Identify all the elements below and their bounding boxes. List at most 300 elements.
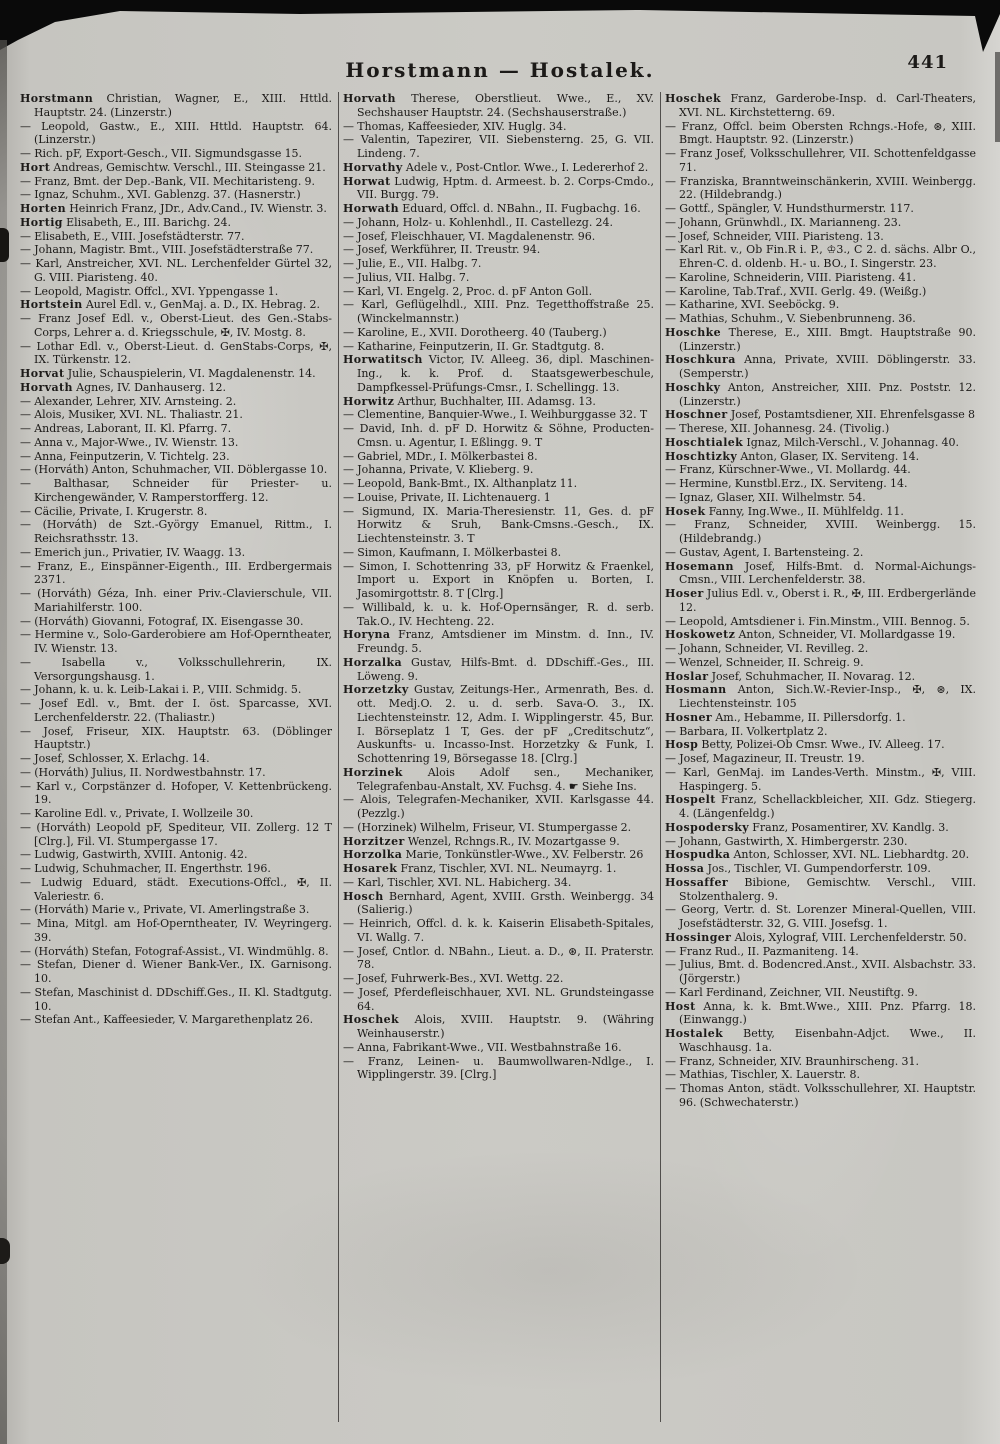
entry-headword: Horwatitsch [343,353,423,367]
directory-entry [20,780,332,808]
directory-entry [665,312,976,326]
entry-text: — Lothar Edl. v., Oberst-Lieut. d. GenStabs-Corps, ✠, IX. Türkenstr. 12. [20,339,332,367]
entry-headword: Hoschtialek [665,435,744,449]
directory-entry [343,216,654,230]
directory-entry [343,463,654,477]
entry-text: — (Horváth) Stefan, Fotograf-Assist., VI. Windmühlg. 8. [20,944,329,958]
directory-entry [20,587,332,615]
entry-headword: Hosemann [665,559,734,573]
directory-entry [665,546,976,560]
entry-text: — Gustav, Agent, I. Bartensteing. 2. [665,545,864,559]
directory-entry [665,408,976,422]
entry-headword: Hoskowetz [665,628,736,642]
directory-entry [20,848,332,862]
directory-entry [665,147,976,175]
entry-headword: Horvath [343,92,396,105]
entry-text: — Karoline, Tab.Traf., XVII. Gerlg. 49. (Weißg.) [665,284,927,298]
directory-entry [20,546,332,560]
entry-headword: Hoschkura [665,353,736,367]
directory-entry [20,697,332,725]
directory-entry [20,463,332,477]
entry-text: — (Horváth) Marie v., Private, VI. Amerlingstraße 3. [20,903,310,917]
directory-entry [343,862,654,876]
entry-headword: Hossaffer [665,875,729,889]
entry-text: Alois, Xylograf, VIII. Lerchenfelderstr. 50. [731,930,967,944]
entry-text: Franz, Tischler, XVI. NL. Neumayrg. 1. [397,862,617,875]
directory-entry [343,1013,654,1041]
entry-headword: Hossa [665,862,705,875]
directory-entry [343,243,654,257]
entry-text: Alois, XVIII. Hauptstr. 9. (Währing Weinhauserstr.) [357,1013,654,1040]
directory-entry [343,422,654,450]
entry-text: — Simon, Kaufmann, I. Mölkerbastei 8. [343,545,562,559]
directory-entry [343,917,654,945]
entry-text: Gustav, Zeitungs-Her., Armenrath, Bes. d. ott. Medj.O. 2. u. d. serb. Sava-O. 3., IX. Liechtensteinstr. 12, Adm. I. Wipplingerstr. 45, Bur. I. Börseplatz 1 T, Ges. der pF „Creditschutz“, Auskunfts- u. Incasso-Inst. Horzetzky & Funk, I. Schottenring 19, Börsegasse 18. [Clrg.] [357,683,654,765]
directory-entry [20,477,332,505]
entry-headword: Hosmann [665,683,727,697]
directory-entry [343,683,654,766]
directory-entry [665,848,976,862]
entry-text: — Clementine, Banquier-Wwe., I. Weihburggasse 32. T [343,408,648,422]
entry-headword: Hortstein [20,298,83,312]
entry-text: Franz, Posamentirer, XV. Kandlg. 3. [749,820,949,834]
entry-text: Franz, Schellackbleicher, XII. Gdz. Stiegerg. 4. (Längenfeldg.) [679,793,976,820]
directory-entry [20,367,332,381]
entry-text: Agnes, IV. Danhauserg. 12. [72,380,226,394]
directory-entry [343,835,654,849]
directory-entry [343,766,654,794]
entry-text: — Georg, Vertr. d. St. Lorenzer Mineral-Quellen, VIII. Josefstädterstr. 32, G. VIII. Josefsg. 1. [665,903,976,930]
entry-text: — Karl, Tischler, XVI. NL. Habicherg. 34. [343,875,572,889]
directory-entry [343,656,654,684]
entry-text: — Isabella v., Volksschullehrerin, IX. Versorgungshausg. 1. [20,655,332,683]
entry-text: — Rich. pF, Export-Gesch., VII. Sigmundsgasse 15. [20,147,303,160]
directory-entry [20,862,332,876]
directory-entry [343,945,654,973]
directory-entry [665,986,976,1000]
entry-headword: Horzinek [343,765,403,779]
entry-text: Josef, Hilfs-Bmt. d. Normal-Aichungs-Cmsn., VIII. Lerchenfelderstr. 38. [679,559,976,587]
entry-text: — Josef, Friseur, XIX. Hauptstr. 63. (Döblinger Hauptstr.) [20,724,332,752]
column-container [16,92,984,1422]
directory-entry [343,793,654,821]
entry-text: — Leopold, Magistr. Offcl., XVI. Yppengasse 1. [20,284,279,298]
entry-headword: Hospelt [665,793,716,807]
directory-entry [20,1013,332,1027]
directory-entry [665,422,976,436]
entry-text: — Franz, Kürschner-Wwe., VI. Mollardg. 44. [665,463,911,477]
entry-text: Bernhard, Agent, XVIII. Grsth. Weinbergg. 34 (Salierig.) [357,889,654,917]
directory-entry [343,202,654,216]
directory-entry [343,161,654,175]
directory-entry [665,202,976,216]
entry-headword: Hospudka [665,848,731,862]
entry-text: Betty, Eisenbahn-Adjct. Wwe., II. Waschhausg. 1a. [679,1027,976,1054]
directory-entry [665,285,976,299]
directory-entry [343,408,654,422]
entry-text: Wenzel, Rchngs.R., IV. Mozartgasse 9. [404,834,620,848]
directory-entry [665,587,976,615]
directory-entry [665,862,976,876]
entry-text: — Franz, Offcl. beim Obersten Rchngs.-Hofe, ⊛, XIII. Bmgt. Hauptstr. 92. (Linzerstr.) [665,119,976,147]
entry-headword: Horstmann [20,92,94,105]
scan-top-edge-artifact [0,0,1000,52]
entry-text: Therese, E., XIII. Bmgt. Hauptstraße 90. (Linzerstr.) [679,325,976,353]
directory-entry [343,491,654,505]
entry-text: — (Horváth) Géza, Inh. einer Priv.-Clavierschule, VII. Mariahilferstr. 100. [20,587,332,614]
entry-headword: Hoschky [665,380,721,394]
entry-text: — Julius, VII. Halbg. 7. [343,270,470,284]
entry-text: Josef, Schuhmacher, II. Novarag. 12. [708,669,916,683]
directory-entry [665,560,976,588]
entry-text: Marie, Tonkünstler-Wwe., XV. Felberstr. 26 [402,848,644,862]
directory-entry [343,92,654,120]
entry-text: — Josef, Fuhrwerk-Bes., XVI. Wettg. 22. [343,972,564,985]
directory-entry [665,518,976,546]
entry-headword: Hosek [665,504,706,518]
entry-text: Elisabeth, E., III. Barichg. 24. [62,215,231,229]
entry-text: — Stefan Ant., Kaffeesieder, V. Margarethenplatz 26. [20,1013,314,1027]
directory-entry [665,216,976,230]
directory-entry [20,958,332,986]
entry-text: — Heinrich, Offcl. d. k. k. Kaiserin Elisabeth-Spitales, VI. Wallg. 7. [343,917,654,944]
entry-text: — Karl, GenMaj. im Landes-Verth. Minstm., ✠, VIII. Haspingerg. 5. [665,765,976,793]
scan-blot-artifact [0,228,9,262]
entry-text: — Franz, E., Einspänner-Eigenth., III. Erdbergermais 2371. [20,559,332,587]
directory-entry [665,683,976,711]
directory-entry [665,615,976,629]
entry-text: Franz, Amtsdiener im Minstm. d. Inn., IV. Freundg. 5. [357,628,654,655]
directory-entry [20,807,332,821]
directory-entry [20,202,332,216]
entry-text: Julius Edl. v., Oberst i. R., ✠, III. Erdbergerlände 12. [679,587,976,614]
directory-entry [20,230,332,244]
entry-text: — (Horváth) Giovanni, Fotograf, IX. Eisengasse 30. [20,614,304,628]
scan-blot-artifact [0,1238,10,1264]
directory-entry [343,175,654,203]
directory-entry [343,1055,654,1083]
directory-entry [343,628,654,656]
directory-entry [665,230,976,244]
entry-text: Anton, Schlosser, XVI. NL. Liebhardtg. 20. [730,848,970,862]
entry-text: — Johann, Grünwhdl., IX. Marianneng. 23. [665,215,902,229]
entry-text: — Franz Rud., II. Pazmaniteng. 14. [665,944,859,958]
entry-text: Am., Hebamme, II. Pillersdorfg. 1. [712,710,906,724]
entry-text: — Alois, Telegrafen-Mechaniker, XVII. Karlsgasse 44. (Pezzlg.) [343,793,654,820]
entry-headword: Horzitzer [343,834,405,848]
entry-text: — (Horváth) Anton, Schuhmacher, VII. Döblergasse 10. [20,463,328,477]
directory-entry [665,835,976,849]
entry-text: — Barbara, II. Volkertplatz 2. [665,724,828,738]
entry-text: Anton, Sich.W.-Revier-Insp., ✠, ⊛, IX. Liechtensteinstr. 105 [679,683,976,710]
directory-entry [20,436,332,450]
entry-headword: Hospodersky [665,820,750,834]
entry-text: Aurel Edl. v., GenMaj. a. D., IX. Hebrag. 2. [82,298,320,312]
directory-entry [665,450,976,464]
directory-entry [665,505,976,519]
directory-entry [343,876,654,890]
entry-text: — Therese, XII. Johannesg. 24. (Tivolig.) [665,422,890,435]
directory-entry [20,408,332,422]
entry-text: — Anna v., Major-Wwe., IV. Wienstr. 13. [20,435,239,449]
directory-column-2 [338,92,660,1422]
entry-text: Jos., Tischler, VI. Gumpendorferstr. 109. [704,862,931,875]
entry-text: — Franz Josef Edl. v., Oberst-Lieut. des Gen.-Stabs-Corps, Lehrer a. d. Kriegsschule, ✠, IV. Mostg. 8. [20,312,332,339]
directory-entry [20,876,332,904]
entry-text: — (Horváth) Julius, II. Nordwestbahnstr. 17. [20,765,266,779]
directory-entry [20,505,332,519]
directory-entry [343,450,654,464]
entry-text: — Alois, Musiker, XVI. NL. Thaliastr. 21. [20,408,243,422]
entry-text: — Mathias, Schuhm., V. Siebenbrunneng. 36. [665,312,916,325]
directory-entry [20,147,332,161]
entry-text: — (Horváth) de Szt.-György Emanuel, Rittm., I. Reichsrathsstr. 13. [20,518,332,545]
directory-entry [665,670,976,684]
directory-entry [665,298,976,312]
directory-entry [20,257,332,285]
entry-text: — Franziska, Branntweinschänkerin, XVIII. Weinbergg. 22. (Hildebrandg.) [665,174,976,202]
entry-text: — Karoline, E., XVII. Dorotheerg. 40 (Tauberg.) [343,325,607,339]
directory-entry [20,766,332,780]
entry-headword: Horvathy [343,160,403,174]
entry-headword: Horvat [20,367,65,380]
entry-text: Andreas, Gemischtw. Verschl., III. Steingasse 21. [50,160,326,174]
directory-entry [665,642,976,656]
entry-headword: Horvath [20,380,73,394]
entry-text: — Thomas Anton, städt. Volksschullehrer, XI. Hauptstr. 96. (Schwechaterstr.) [665,1082,976,1109]
entry-text: — Gabriel, MDr., I. Mölkerbastei 8. [343,449,538,463]
directory-entry [665,1082,976,1110]
directory-entry [20,903,332,917]
entry-text: — Franz, Bmt. der Dep.-Bank, VII. Mechitaristeng. 9. [20,174,316,188]
entry-text: — Mina, Mitgl. am Hof-Operntheater, IV. Weyringerg. 39. [20,917,332,944]
directory-entry [665,243,976,271]
entry-text: Arthur, Buchhalter, III. Adamsg. 13. [394,394,596,408]
entry-text: — Leopold, Amtsdiener i. Fin.Minstm., VIII. Bennog. 5. [665,614,970,628]
entry-headword: Hoschek [343,1013,400,1027]
entry-text: Bibione, Gemischtw. Verschl., VIII. Stolzenthalerg. 9. [679,875,976,903]
entry-text: Ludwig, Hptm. d. Armeest. b. 2. Corps-Cmdo., VII. Burgg. 79. [357,174,654,202]
entry-text: — Franz, Leinen- u. Baumwollwaren-Ndlge., I. Wipplingerstr. 39. [Clrg.] [343,1054,654,1082]
directory-entry [20,450,332,464]
entry-text: Alois Adolf sen., Mechaniker, Telegrafenbau-Anstalt, XV. Fuchsg. 4. ☛ Siehe Ins. [357,765,654,793]
entry-headword: Hossinger [665,930,732,944]
directory-entry [343,120,654,134]
directory-entry [665,945,976,959]
directory-entry [20,92,332,120]
entry-headword: Hostalek [665,1027,724,1040]
directory-entry [665,1027,976,1055]
entry-headword: Horzalka [343,655,403,669]
entry-headword: Horzolka [343,848,403,862]
directory-entry [665,656,976,670]
directory-entry [20,120,332,148]
entry-text: — Wenzel, Schneider, II. Schreig. 9. [665,655,864,669]
entry-text: Anton, Glaser, IX. Serviteng. 14. [737,449,920,463]
entry-headword: Hoschtizky [665,449,738,463]
directory-entry [343,326,654,340]
entry-headword: Hoschke [665,325,722,339]
page-header [0,52,1000,88]
entry-text: — Stefan, Maschinist d. DDschiff.Ges., II. Kl. Stadtgutg. 10. [20,985,332,1013]
entry-text: — Ludwig Eduard, städt. Executions-Offcl., ✠, II. Valeriestr. 6. [20,875,332,903]
directory-entry [20,216,332,230]
entry-text: Gustav, Hilfs-Bmt. d. DDschiff.-Ges., III. Löweng. 9. [357,655,654,683]
entry-text: — Ludwig, Schuhmacher, II. Engerthstr. 196. [20,862,271,875]
entry-text: — Johann, Gastwirth, X. Himbergerstr. 230. [665,834,908,848]
entry-text: — Elisabeth, E., VIII. Josefstädterstr. 77. [20,229,245,243]
directory-entry [20,312,332,340]
entry-headword: Hort [20,160,51,174]
directory-entry [665,353,976,381]
entry-text: Fanny, Ing.Wwe., II. Mühlfeldg. 11. [705,504,904,518]
entry-text: Julie, Schauspielerin, VI. Magdalenenstr. 14. [64,367,316,380]
directory-column-1 [16,92,338,1422]
directory-entry [20,656,332,684]
entry-text: Anton, Schneider, VI. Mollardgasse 19. [735,628,956,642]
entry-headword: Hosch [343,889,384,903]
directory-entry [343,972,654,986]
directory-entry [665,876,976,904]
entry-headword: Hosp [665,738,699,752]
entry-text: Christian, Wagner, E., XIII. Httld. Hauptstr. 24. (Linzerstr.) [34,92,332,119]
entry-text: Anton, Anstreicher, XIII. Pnz. Poststr. 12. (Linzerstr.) [679,380,976,408]
entry-text: — Valentin, Tapezirer, VII. Siebensterng. 25, G. VII. Lindeng. 7. [343,133,654,160]
entry-text: — Sigmund, IX. Maria-Theresienstr. 11, Ges. d. pF Horwitz & Sruh, Bank-Cmsns.-Gesch., IX. Liechtensteinstr. 3. T [343,504,654,545]
directory-entry [343,395,654,409]
directory-entry [665,766,976,794]
entry-text: — Karoline Edl. v., Private, I. Wollzeile 30. [20,807,254,820]
entry-text: — Karl v., Corpstänzer d. Hofoper, V. Kettenbrückeng. 19. [20,779,332,807]
directory-entry [665,1055,976,1069]
entry-text: — Mathias, Tischler, X. Lauerstr. 8. [665,1068,860,1082]
directory-entry [665,175,976,203]
entry-headword: Horyna [343,628,391,642]
entry-headword: Horwath [343,202,400,215]
entry-text: — David, Inh. d. pF D. Horwitz & Söhne, Producten-Cmsn. u. Agentur, I. Eßlingg. 9. T [343,422,654,449]
directory-entry [343,821,654,835]
directory-entry [343,505,654,546]
entry-text: — Willibald, k. u. k. Hof-Opernsänger, R. d. serb. Tak.O., IV. Hechteng. 22. [343,600,654,628]
entry-text: — Emerich jun., Privatier, IV. Waagg. 13. [20,545,246,559]
directory-entry [20,285,332,299]
entry-text: — Hermine v., Solo-Garderobiere am Hof-Operntheater, IV. Wienstr. 13. [20,628,332,655]
directory-entry [343,848,654,862]
entry-text: — Leopold, Gastw., E., XIII. Httld. Hauptstr. 64. (Linzerstr.) [20,119,332,147]
directory-entry [20,683,332,697]
entry-text: Adele v., Post-Cntlor. Wwe., I. Ledererhof 2. [402,160,649,174]
entry-text: — Ignaz, Glaser, XII. Wilhelmstr. 54. [665,490,866,504]
entry-text: — Ludwig, Gastwirth, XVIII. Antonig. 42. [20,848,248,862]
directory-entry [665,477,976,491]
entry-text: — Johann, k. u. k. Leib-Lakai i. P., VIII. Schmidg. 5. [20,683,302,697]
directory-entry [343,340,654,354]
entry-text: — Karl Ferdinand, Zeichner, VII. Neustiftg. 9. [665,985,918,999]
entry-text: Anna, k. k. Bmt.Wwe., XIII. Pnz. Pfarrg. 18. (Einwangg.) [679,999,976,1027]
page-number: 441 [907,52,948,73]
entry-text: — (Horváth) Leopold pF, Spediteur, VII. Zollerg. 12 T [Clrg.], Fil. VI. Stumpergasse 17. [20,820,332,848]
directory-entry [20,725,332,753]
entry-headword: Horwat [343,174,391,188]
directory-entry [665,931,976,945]
entry-text: — Franz, Schneider, XVIII. Weinbergg. 15. (Hildebrandg.) [665,518,976,545]
entry-text: — Ignaz, Schuhm., XVI. Gablenzg. 37. (Hasnerstr.) [20,188,301,202]
entry-text: — Julius, Bmt. d. Bodencred.Anst., XVII. Alsbachstr. 33. (Jörgerstr.) [665,958,976,985]
entry-text: — Johann, Holz- u. Kohlenhdl., II. Castellezg. 24. [343,215,614,229]
entry-text: — (Horzinek) Wilhelm, Friseur, VI. Stumpergasse 2. [343,820,632,834]
directory-entry [20,518,332,546]
directory-entry [20,298,332,312]
directory-entry [343,271,654,285]
entry-text: — Simon, I. Schottenring 33, pF Horwitz & Fraenkel, Import u. Export in Knöpfen u. Borten, I. Jasomirgottstr. 8. T [Clrg.] [343,559,654,600]
directory-entry [343,353,654,394]
directory-entry [343,230,654,244]
directory-entry [665,711,976,725]
entry-headword: Hosarek [343,862,398,875]
entry-text: Ignaz, Milch-Verschl., V. Johannag. 40. [743,435,960,449]
directory-entry [665,381,976,409]
entry-text: — Karl Rit. v., Ob Fin.R i. P., ♔3., C 2. d. sächs. Albr O., Ehren-C. d. oldenb. H.- u. BO., I. Singerstr. 23. [665,243,976,270]
directory-column-3 [660,92,982,1422]
entry-text: — Balthasar, Schneider für Priester- u. Kirchengewänder, V. Ramperstorfferg. 12. [20,477,332,504]
directory-entry [20,381,332,395]
directory-entry [665,326,976,354]
entry-text: — Josef, Schlosser, X. Erlachg. 14. [20,752,210,765]
entry-text: Therese, Oberstlieut. Wwe., E., XV. Sechshauser Hauptstr. 24. (Sechshauserstraße.) [357,92,654,119]
entry-headword: Hoschek [665,92,722,105]
directory-entry [20,243,332,257]
entry-text: — Cäcilie, Private, I. Krugerstr. 8. [20,504,208,518]
directory-entry [665,628,976,642]
entry-text: Franz, Garderobe-Insp. d. Carl-Theaters, XVI. NL. Kirchstetterng. 69. [679,92,976,119]
entry-text: — Franz Josef, Volksschullehrer, VII. Schottenfeldgasse 71. [665,147,976,174]
directory-entry [20,560,332,588]
directory-entry [20,395,332,409]
directory-entry [665,491,976,505]
entry-text: — Katharine, XVI. Seeböckg. 9. [665,298,840,312]
directory-entry [20,821,332,849]
directory-entry [343,546,654,560]
entry-text: — Josef, Fleischhauer, VI. Magdalenenstr. 96. [343,229,596,243]
entry-headword: Horwitz [343,394,395,408]
entry-text: — Katharine, Feinputzerin, II. Gr. Stadtgutg. 8. [343,339,605,353]
entry-headword: Hoslar [665,669,709,683]
directory-entry [665,903,976,931]
entry-headword: Hortig [20,215,63,229]
directory-entry [20,340,332,368]
directory-entry [343,133,654,161]
entry-text: Eduard, Offcl. d. NBahn., II. Fugbachg. 16. [399,202,641,215]
entry-text: — Josef, Pferdefleischhauer, XVI. NL. Grundsteingasse 64. [343,985,654,1013]
entry-text: Heinrich Franz, JDr., Adv.Cand., IV. Wienstr. 3. [66,202,327,215]
directory-entry [20,422,332,436]
entry-text: Anna, Private, XVIII. Döblingerstr. 33. (Semperstr.) [679,353,976,380]
entry-text: — Josef, Schneider, VIII. Piaristeng. 13. [665,229,884,243]
entry-headword: Hoser [665,587,704,600]
directory-entry [343,285,654,299]
directory-entry [665,958,976,986]
directory-entry [20,175,332,189]
entry-text: — Andreas, Laborant, II. Kl. Pfarrg. 7. [20,422,232,435]
directory-entry [665,821,976,835]
entry-text: — Karl, Geflügelhdl., XIII. Pnz. Tegetthoffstraße 25. (Winckelmannstr.) [343,298,654,325]
entry-headword: Horzetzky [343,683,409,697]
entry-headword: Hoschner [665,408,728,422]
entry-text: — Josef, Cntlor. d. NBahn., Lieut. a. D., ⊛, II. Praterstr. 78. [343,944,654,972]
directory-entry [20,188,332,202]
entry-text: — Louise, Private, II. Lichtenauerg. 1 [343,490,551,504]
directory-entry [20,945,332,959]
